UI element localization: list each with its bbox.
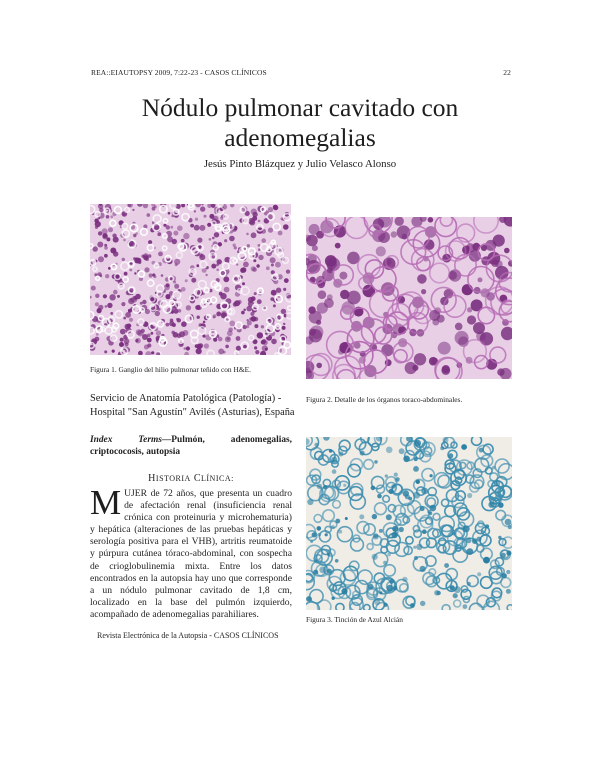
figure-3-caption: Figura 3. Tinción de Azul Alcián bbox=[306, 615, 403, 624]
figure-1-image bbox=[90, 204, 291, 355]
figure-3-image bbox=[306, 437, 512, 610]
index-terms bbox=[90, 434, 292, 458]
figure-2-caption: Figura 2. Detalle de los órganos toraco-abdominales. bbox=[306, 395, 463, 404]
body-text: de 72 años, que presenta un cuadro de afectación renal (insuficiencia renal crónica con proteinuria y microhematuria) y hepática (alteraciones de las pruebas hepáticas y serología positiva para el VHB), artritis reumatoide y púrpura cutánea tóraco-abdominal, con sospecha de crioglobulinemia mixta. Entre los datos encontrados en la autopsia hay uno que corresponde a un nódulo pulmonar cavitado de 1,8 cm, localizado en la base del pulmón izquierdo, acompañado de adenomegalias parahiliares. bbox=[90, 488, 292, 620]
figure-2-image bbox=[306, 217, 512, 379]
title-line-2: adenomegalias bbox=[224, 123, 376, 152]
drop-cap: M bbox=[90, 483, 122, 522]
affiliation bbox=[90, 392, 300, 419]
article-title bbox=[60, 93, 540, 153]
index-terms-label: Index Terms bbox=[90, 435, 162, 445]
section-heading: HISTORIA CLÍNICA: bbox=[148, 473, 234, 484]
authors: Jesús Pinto Blázquez y Julio Velasco Alonso bbox=[203, 158, 397, 170]
page-number: 22 bbox=[503, 68, 511, 77]
first-word-rest: UJER bbox=[124, 488, 148, 499]
journal-footer: Revista Electrónica de la Autopsia - CASOS CLÍNICOS bbox=[97, 631, 279, 640]
body-paragraph bbox=[90, 483, 292, 621]
affiliation-line-1: Servicio de Anatomía Patológica (Patología) - bbox=[90, 393, 282, 404]
running-header: REA::EIAUTOPSY 2009, 7:22-23 - CASOS CLÍNICOS bbox=[91, 68, 267, 77]
title-line-1: Nódulo pulmonar cavitado con bbox=[141, 93, 459, 122]
figure-1-caption: Figura 1. Ganglio del hilio pulmonar teñido con H&E. bbox=[90, 365, 251, 374]
affiliation-line-2: Hospital "San Agustín" Avilés (Asturias), España bbox=[90, 406, 295, 418]
index-terms-text: —Pulmón, adenomegalias, criptococosis, autopsia bbox=[90, 435, 292, 457]
